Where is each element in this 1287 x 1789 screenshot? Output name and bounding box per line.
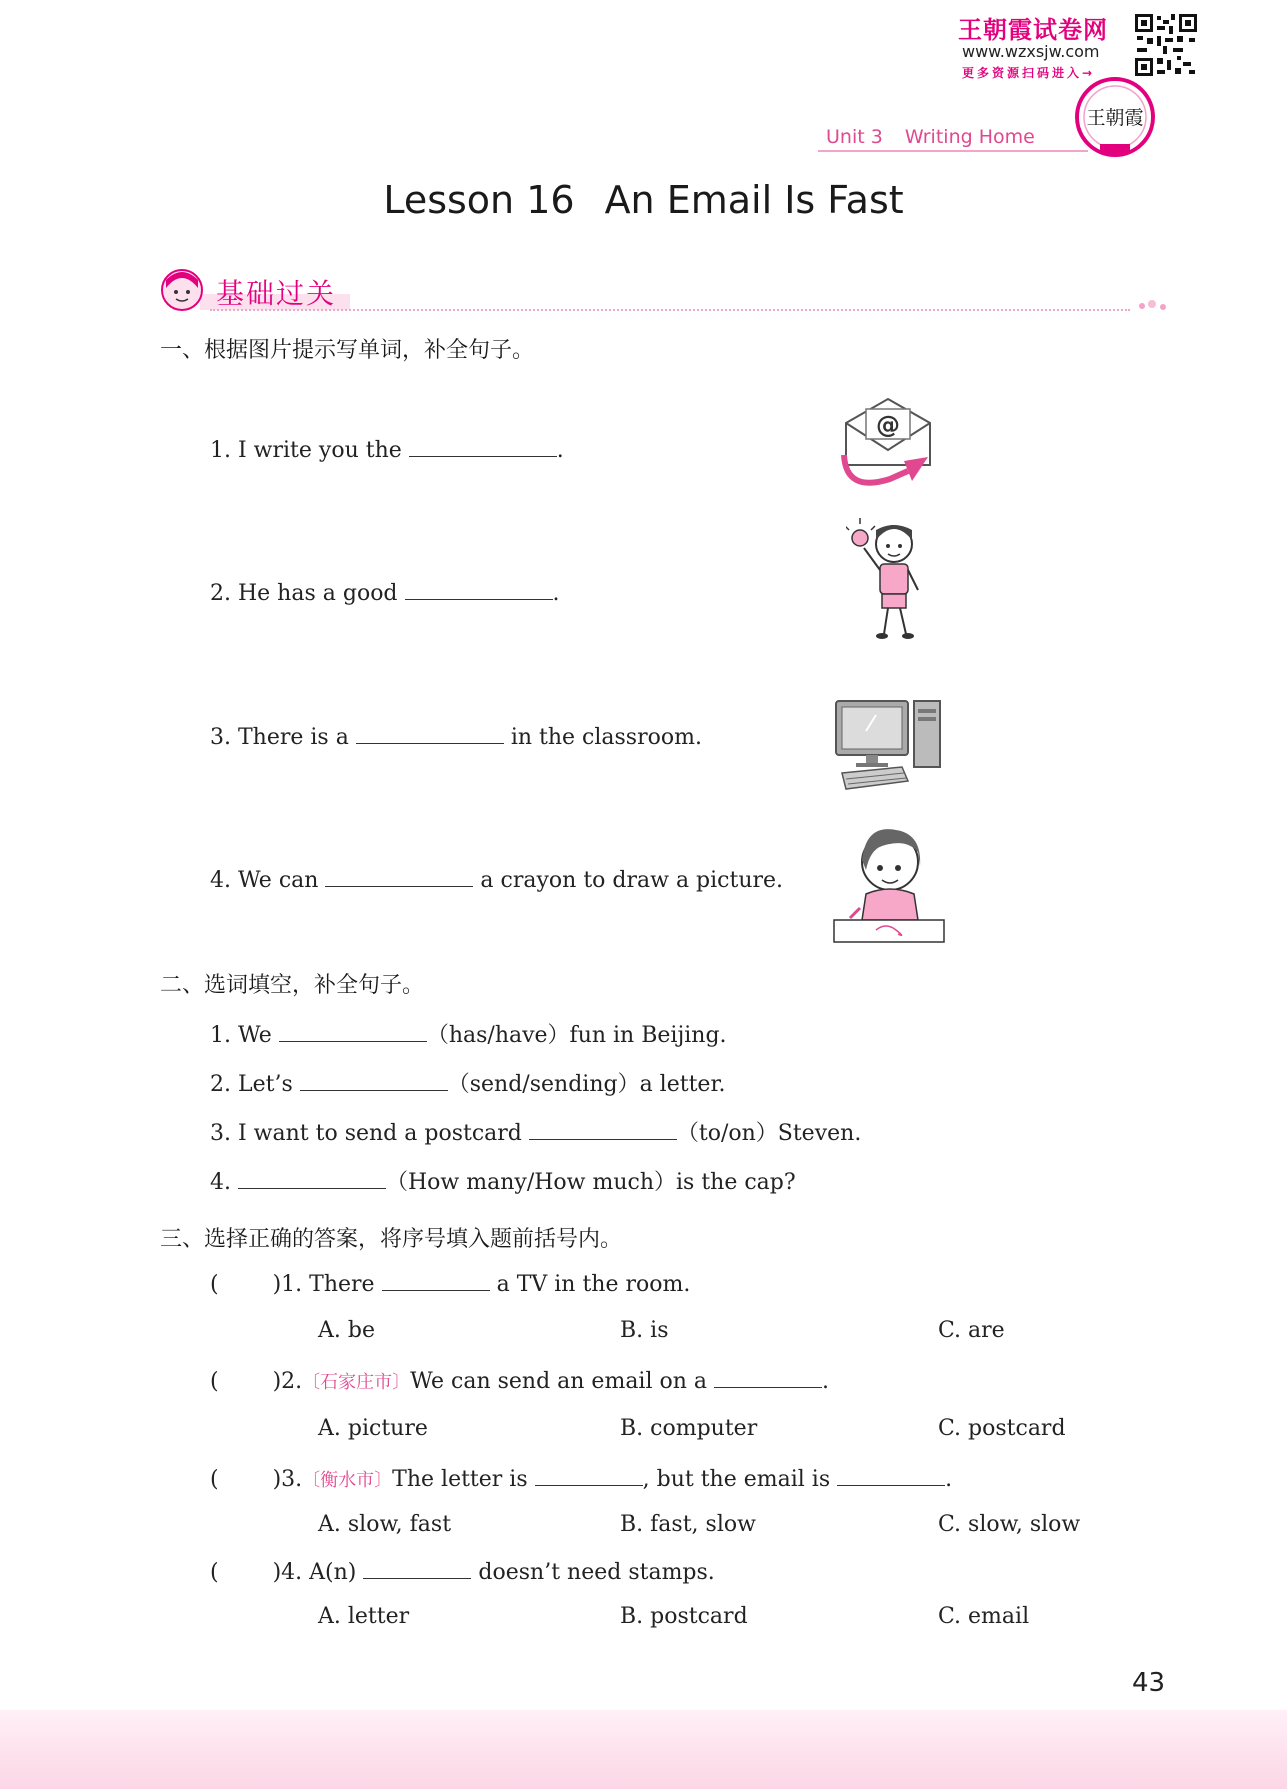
- question-text: A(n): [309, 1560, 357, 1585]
- section-title: 基础过关: [216, 277, 337, 310]
- seal-text: 王朝霞: [1086, 107, 1144, 129]
- question-text-end: .: [945, 1467, 953, 1492]
- page-title: [0, 178, 1287, 222]
- option-a[interactable]: A. picture: [318, 1416, 428, 1441]
- question-text: 4. We can: [210, 868, 319, 893]
- answer-blank[interactable]: [529, 1119, 677, 1140]
- qr-code-icon: [1133, 12, 1199, 78]
- answer-blank[interactable]: [405, 579, 553, 600]
- question-text: The letter is: [392, 1467, 528, 1492]
- question-text-end: doesn’t need stamps.: [478, 1560, 715, 1585]
- answer-bracket[interactable]: (: [210, 1369, 219, 1394]
- answer-blank[interactable]: [409, 436, 557, 457]
- question-text-end: a TV in the room.: [496, 1272, 691, 1297]
- email-envelope-icon: [838, 395, 938, 495]
- part1-question-4: [210, 866, 783, 893]
- answer-blank: [714, 1367, 822, 1388]
- option-a[interactable]: A. slow, fast: [318, 1512, 452, 1537]
- question-text-end: （send/sending）a letter.: [447, 1072, 726, 1097]
- question-text: 2. Let’s: [210, 1072, 293, 1097]
- girl-face-icon: [160, 268, 204, 312]
- answer-blank[interactable]: [238, 1168, 386, 1189]
- seal-logo: [1074, 76, 1156, 158]
- question-text-end: （How many/How much）is the cap?: [386, 1170, 796, 1195]
- answer-bracket[interactable]: (: [210, 1560, 219, 1585]
- part2-question-3: [210, 1116, 861, 1147]
- question-number: )2.: [272, 1369, 303, 1394]
- question-text-end: .: [552, 581, 560, 606]
- girl-drawing-icon: [826, 822, 956, 950]
- answer-blank: [382, 1270, 490, 1291]
- question-text: There: [309, 1272, 375, 1297]
- answer-bracket[interactable]: (: [210, 1272, 219, 1297]
- question-text-end: in the classroom.: [510, 725, 702, 750]
- answer-blank[interactable]: [325, 866, 473, 887]
- brand-more-text: 更多资源扫码进入→: [962, 66, 1096, 80]
- question-text: 3. I want to send a postcard: [210, 1121, 522, 1146]
- option-c[interactable]: C. email: [938, 1604, 1030, 1629]
- answer-blank: [535, 1465, 643, 1486]
- answer-blank[interactable]: [279, 1021, 427, 1042]
- question-text-mid: , but the email is: [642, 1467, 831, 1492]
- option-b[interactable]: B. computer: [620, 1416, 758, 1441]
- question-text-end: a crayon to draw a picture.: [480, 868, 784, 893]
- answer-bracket[interactable]: (: [210, 1467, 219, 1492]
- question-number: )1.: [272, 1272, 303, 1297]
- option-c[interactable]: C. are: [938, 1318, 1005, 1343]
- option-c[interactable]: C. postcard: [938, 1416, 1066, 1441]
- question-text: We can send an email on a: [410, 1369, 708, 1394]
- option-b[interactable]: B. is: [620, 1318, 669, 1343]
- section-divider: [210, 309, 1130, 311]
- brand-url: www.wzxsjw.com: [962, 42, 1100, 61]
- option-b[interactable]: B. postcard: [620, 1604, 748, 1629]
- choice-question-4: [210, 1558, 715, 1585]
- option-b[interactable]: B. fast, slow: [620, 1512, 756, 1537]
- option-a[interactable]: A. be: [318, 1318, 375, 1343]
- answer-blank[interactable]: [300, 1070, 448, 1091]
- unit-header: [826, 126, 1035, 148]
- choice-question-3: [210, 1465, 952, 1492]
- answer-blank: [363, 1558, 471, 1579]
- question-text: 4.: [210, 1170, 231, 1195]
- part2-heading: 二、选词填空，补全句子。: [160, 973, 425, 998]
- computer-icon: [832, 693, 948, 793]
- choice-question-1: [210, 1270, 690, 1297]
- part3-heading: 三、选择正确的答案，将序号填入题前括号内。: [160, 1227, 623, 1252]
- answer-blank[interactable]: [356, 723, 504, 744]
- footer-band: [0, 1710, 1287, 1789]
- question-text-end: .: [822, 1369, 830, 1394]
- choice-question-2: [210, 1367, 829, 1394]
- part1-question-1: [210, 436, 564, 463]
- unit-header-underline: [818, 150, 1088, 152]
- question-number: )4.: [272, 1560, 303, 1585]
- question-text: 1. We: [210, 1023, 272, 1048]
- question-text-end: （to/on）Steven.: [676, 1121, 862, 1146]
- part1-question-2: [210, 579, 560, 606]
- option-a[interactable]: A. letter: [318, 1604, 410, 1629]
- part1-question-3: [210, 723, 702, 750]
- brand-name: 王朝霞试卷网: [958, 16, 1108, 44]
- dots-decoration: [1136, 298, 1176, 314]
- unit-label: Unit 3: [826, 126, 883, 148]
- answer-blank: [837, 1465, 945, 1486]
- question-text-end: （has/have）fun in Beijing.: [426, 1023, 727, 1048]
- region-tag: 〔衡水市〕: [302, 1470, 393, 1491]
- boy-with-idea-icon: [846, 516, 930, 642]
- lesson-name: An Email Is Fast: [604, 178, 904, 222]
- part1-heading: 一、根据图片提示写单词，补全句子。: [160, 338, 535, 363]
- question-text-end: .: [556, 438, 564, 463]
- option-c[interactable]: C. slow, slow: [938, 1512, 1081, 1537]
- part2-question-1: [210, 1018, 727, 1049]
- page-number: 43: [1132, 1668, 1166, 1698]
- question-text: 2. He has a good: [210, 581, 398, 606]
- question-text: 3. There is a: [210, 725, 349, 750]
- question-text: 1. I write you the: [210, 438, 402, 463]
- part2-question-2: [210, 1067, 726, 1098]
- region-tag: 〔石家庄市〕: [302, 1372, 411, 1393]
- svg-text:@: @: [876, 411, 900, 439]
- question-number: )3.: [272, 1467, 303, 1492]
- lesson-number: Lesson 16: [383, 178, 575, 222]
- unit-title: Writing Home: [904, 126, 1035, 148]
- part2-question-4: [210, 1165, 796, 1196]
